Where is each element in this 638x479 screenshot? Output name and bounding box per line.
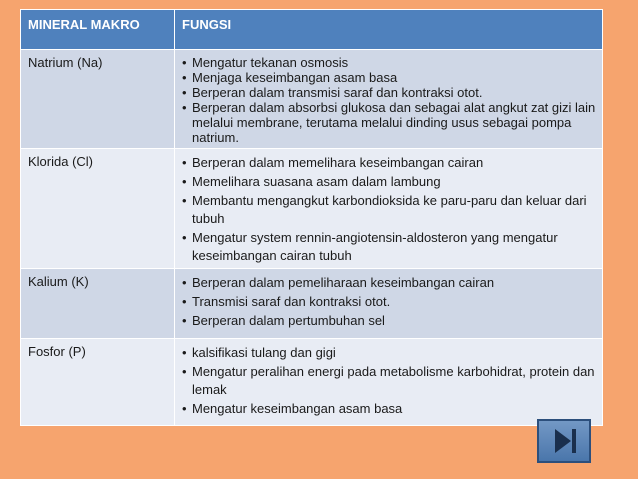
mineral-cell: Kalium (K) (21, 269, 175, 339)
next-slide-button[interactable] (537, 419, 591, 463)
fungsi-item: • Berperan dalam transmisi saraf dan kontraksi otot. (182, 85, 596, 100)
table-header-row (21, 10, 603, 50)
header-fungsi: FUNGSI (175, 10, 603, 50)
table-row (21, 50, 603, 149)
fungsi-item: • Berperan dalam pemeliharaan keseimbangan cairan (182, 274, 596, 292)
next-track-icon (539, 421, 589, 461)
fungsi-item: • Berperan dalam absorbsi glukosa dan sebagai alat angkut zat gizi lain melalui membrane, terutama melalui dinding usus sebagai pompa natrium. (182, 100, 596, 145)
fungsi-item: • Mengatur tekanan osmosis (182, 55, 596, 70)
header-mineral-makro: MINERAL MAKRO (21, 10, 175, 50)
fungsi-list (182, 274, 596, 330)
fungsi-item: • Transmisi saraf dan kontraksi otot. (182, 293, 596, 311)
fungsi-cell (175, 339, 603, 426)
fungsi-item: • Berperan dalam pertumbuhan sel (182, 312, 596, 330)
fungsi-item: • Menjaga keseimbangan asam basa (182, 70, 596, 85)
mineral-cell: Natrium (Na) (21, 50, 175, 149)
fungsi-item: • Mengatur peralihan energi pada metabolisme karbohidrat, protein dan lemak (182, 363, 596, 399)
fungsi-item: • Memelihara suasana asam dalam lambung (182, 173, 596, 191)
fungsi-item: • Membantu mengangkut karbondioksida ke paru-paru dan keluar dari tubuh (182, 192, 596, 228)
table-row (21, 339, 603, 426)
fungsi-item: • kalsifikasi tulang dan gigi (182, 344, 596, 362)
table-row (21, 149, 603, 269)
fungsi-item: • Berperan dalam memelihara keseimbangan cairan (182, 154, 596, 172)
mineral-cell: Klorida (Cl) (21, 149, 175, 269)
fungsi-list (182, 344, 596, 418)
mineral-table (20, 9, 603, 426)
fungsi-list (182, 55, 596, 145)
fungsi-cell (175, 50, 603, 149)
fungsi-cell (175, 149, 603, 269)
fungsi-list (182, 154, 596, 265)
fungsi-item: • Mengatur keseimbangan asam basa (182, 400, 596, 418)
fungsi-cell (175, 269, 603, 339)
mineral-cell: Fosfor (P) (21, 339, 175, 426)
table-row (21, 269, 603, 339)
fungsi-item: • Mengatur system rennin-angiotensin-aldosteron yang mengatur keseimbangan cairan tubuh (182, 229, 596, 265)
